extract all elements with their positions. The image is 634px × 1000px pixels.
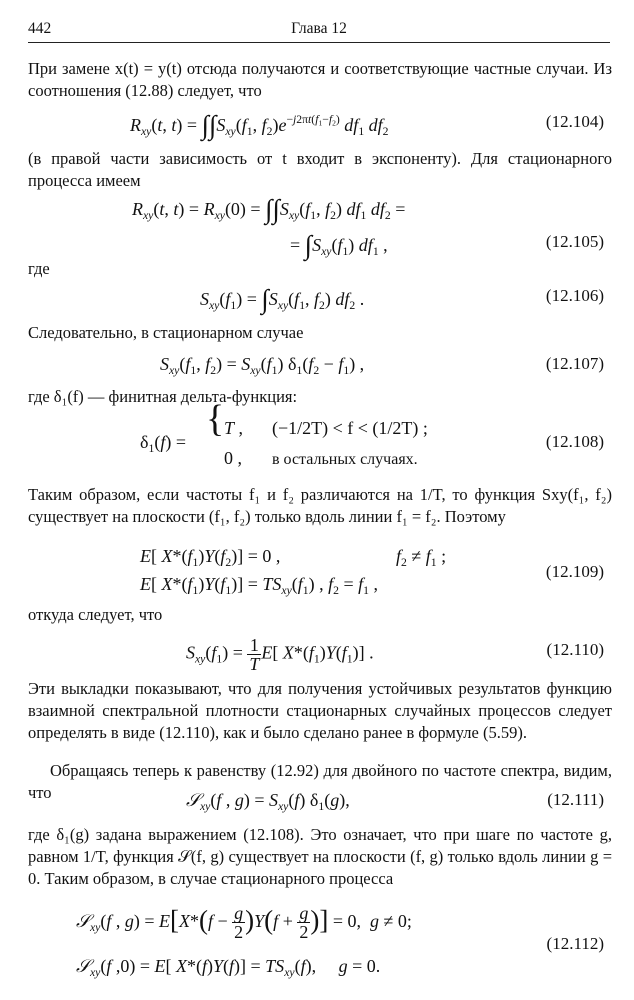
paragraph-text: где δ₁(g) задана выражением (12.108). Это означает, что при шаге по частоте g, равном 1/T, функция 𝒮(f, g) существует на плоскости (f, g) только вдоль линии g = 0. Таким образом, в случае стационарного процесса [28,825,612,888]
equation-body: E[ $X*(f_1)Y(f_1)] = TS_{xy}(f_1)$ , $f_2 = f_1$ , [140,574,378,598]
page-number: 442 [28,20,52,37]
left-brace: { [206,398,225,440]
equation-number-12-112: (12.112) [546,934,604,953]
paragraph-text: Следовательно, в стационарном случае [28,323,304,342]
paragraph-2 [28,148,612,192]
equation-number: (12.106) [545,286,604,305]
equation-body: $R_{xy}(t$, $t) = R_{xy}(0) = \int\int S_{xy}(f_1$, $f_2$) $df_1$ $df_2$ = [132,194,406,224]
paragraph-text: где δ₁(f) — финитная дельта-функция: [28,387,298,406]
equation-12-105-line1 [0,192,634,222]
paragraph-7 [28,604,612,626]
paragraph-text: откуда следует, что [28,605,163,624]
paragraph-1 [28,58,612,102]
equation-body: $R_{xy}(t$, $t) = \int\int S_{xy}(f_1$, $f_2)e^{-j2\pi t(f_1-f_2)}$ $df_1$ $df_2$ [130,110,389,140]
equation-12-106 [0,282,634,312]
paragraph-5 [28,386,612,408]
equation-body: $S_{xy}(f_1)$ = $\frac{1}{T}$ E[ $X*(f_1)Y(f_1)$] . [186,635,374,674]
case-value-2: 0 , [224,448,242,468]
case-condition-2: в остальных случаях. [272,451,418,468]
chapter-title: Глава 12 [291,20,347,37]
paragraph-text: Эти выкладки показывают, что для получения устойчивых результатов функцию взаимной спектральной плотности стационарных случайных процессов следует определять в виде (12.110), как и было сделано ранее в формуле (5.59). [28,679,612,742]
paragraph-8 [28,678,612,744]
case-value-1: T , [224,418,244,438]
equation-number: (12.108) [545,432,604,451]
equation-12-105-line2 [0,228,634,258]
paragraph-text: Таким образом, если частоты f₁ и f₂ различаются на 1/T, то функция Sxy(f₁, f₂) существует на плоскости (f₁, f₂) только вдоль линии f₁ = f₂. Поэтому [28,485,612,526]
paragraph-6 [28,484,612,528]
equation-number: (12.110) [546,640,604,659]
equation-body: $S_{xy}(f_1) = \int S_{xy}(f_1$, $f_2$) $df_2$ . [200,284,365,314]
running-header [28,18,610,43]
equation-12-110 [0,630,634,674]
equation-12-111 [0,786,634,816]
equation-body: 𝒮$_{xy}$(f ,0) = E[ $X*(f)Y(f)] = TS_{xy}(f)$, g = 0. [76,956,381,980]
equation-12-107 [0,350,634,380]
equation-number: (12.107) [545,354,604,373]
equation-12-112-line2 [0,952,634,982]
paragraph-text: При замене x(t) = y(t) отсюда получаются и соответствующие частные случаи. Из соотношения (12.88) следует, что [28,59,612,100]
equation-body: = $\int S_{xy}(f_1)$ $df_1$ , [290,230,388,260]
equation-condition: $f_2 \ne f_1$ ; [396,546,447,570]
equation-body: 𝒮$_{xy}$(f , $g) = S_{xy}(f)$ $\delta_1(g)$, [186,790,350,814]
case-condition-1: (−1/2T) < f < (1/2T) ; [272,418,428,438]
equation-12-112-line1 [0,898,634,942]
equation-12-109-line2 [0,570,634,600]
paragraph-text: Обращаясь теперь к равенству (12.92) для двойного по частоте спектра, видим, что [28,761,612,802]
paragraph-text: (в правой части зависимость от t входит в экспоненту). Для стационарного процесса имеем [28,149,612,190]
equation-body: $S_{xy}(f_1$, $f_2) = S_{xy}(f_1)$ $\delta_1(f_2 - f_1)$ , [160,354,365,378]
equation-number: (12.104) [545,112,604,131]
equation-number: (12.105) [545,232,604,251]
paragraph-10 [28,824,612,890]
paragraph-3 [28,258,612,280]
equation-lhs: $\delta_1(f)$ = [140,432,186,456]
equation-body: 𝒮$_{xy}$(f , g) = E[X*(f − $\frac{g}{2}$ )Y(f + $\frac{g}{2}$ )] = 0, g ≠ 0; [76,903,412,943]
paragraph-4 [28,322,612,344]
equation-body: E[ $X*(f_1)Y(f_2)] = 0$ , [140,546,281,570]
paragraph-text: где [28,259,50,278]
equation-number: (12.111) [547,790,604,809]
equation-12-108 [0,398,634,474]
equation-number-12-109: (12.109) [545,562,604,581]
equation-12-104 [0,108,634,138]
equation-12-109-line1 [0,542,634,572]
